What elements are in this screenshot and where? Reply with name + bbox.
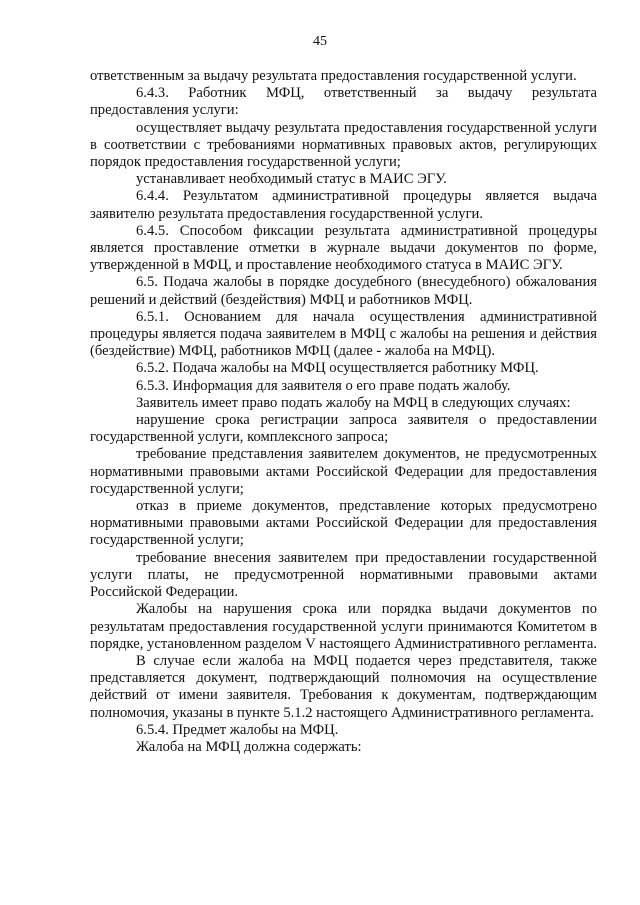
paragraph: 6.4.3. Работник МФЦ, ответственный за выдачу результата предоставления услуги: [90, 85, 597, 119]
paragraph: 6.5. Подача жалобы в порядке досудебного (внесудебного) обжалования решений и действий (бездействия) МФЦ и работников МФЦ. [90, 274, 597, 308]
paragraph: 6.4.4. Результатом административной процедуры является выдача заявителю результата предоставления государственной услуги. [90, 188, 597, 222]
paragraph: Жалоба на МФЦ должна содержать: [136, 738, 362, 755]
paragraph: 6.5.4. Предмет жалобы на МФЦ. [136, 721, 339, 738]
paragraph: 6.4.5. Способом фиксации результата административной процедуры является проставление отметки в журнале выдачи документов по форме, утвержденной в МФЦ, и проставление необходимого статуса в МАИС ЭГУ. [90, 222, 597, 274]
paragraph: 6.5.3. Информация для заявителя о его праве подать жалобу. [136, 377, 511, 394]
paragraph: требование представления заявителем документов, не предусмотренных нормативными правовыми актами Российской Федерации для предоставления государственной услуги; [90, 446, 597, 497]
paragraph: ответственным за выдачу результата предоставления государственной услуги. [90, 68, 577, 84]
paragraph: Заявитель имеет право подать жалобу на МФЦ в следующих случаях: [136, 394, 571, 411]
page-number: 45 [313, 34, 327, 49]
document-body [90, 68, 597, 756]
paragraph: осуществляет выдачу результата предоставления государственной услуги в соответствии с требованиями нормативных правовых актов, регулирующих порядок предоставления государственной услуги; [90, 119, 597, 171]
paragraph: 6.5.1. Основанием для начала осуществления административной процедуры является подача заявителем в МФЦ с жалобы на решения и действия (бездействие) МФЦ, работников МФЦ (далее - жалоба на МФЦ). [90, 308, 597, 360]
paragraph: В случае если жалоба на МФЦ подается через представителя, также представляется документ, подтверждающий полномочия на осуществление действий от имени заявителя. Требования к документам, подтверждающим полномочия, указаны в пункте 5.1.2 настоящего Административного регламента. [90, 652, 597, 721]
paragraph: 6.5.2. Подача жалобы на МФЦ осуществляется работнику МФЦ. [136, 360, 539, 377]
paragraph: отказ в приеме документов, представление которых предусмотрено нормативными правовыми актами Российской Федерации для предоставления государственной услуги; [90, 498, 597, 549]
paragraph: нарушение срока регистрации запроса заявителя о предоставлении государственной услуги, комплексного запроса; [90, 412, 597, 446]
paragraph: Жалобы на нарушения срока или порядка выдачи документов по результатам предоставления государственной услуги принимаются Комитетом в порядке, установленном разделом V настоящего Административного регламента. [90, 601, 597, 652]
paragraph: требование внесения заявителем при предоставлении государственной услуги платы, не предусмотренной нормативными правовыми актами Российской Федерации. [90, 549, 597, 601]
paragraph: устанавливает необходимый статус в МАИС ЭГУ. [136, 171, 447, 188]
